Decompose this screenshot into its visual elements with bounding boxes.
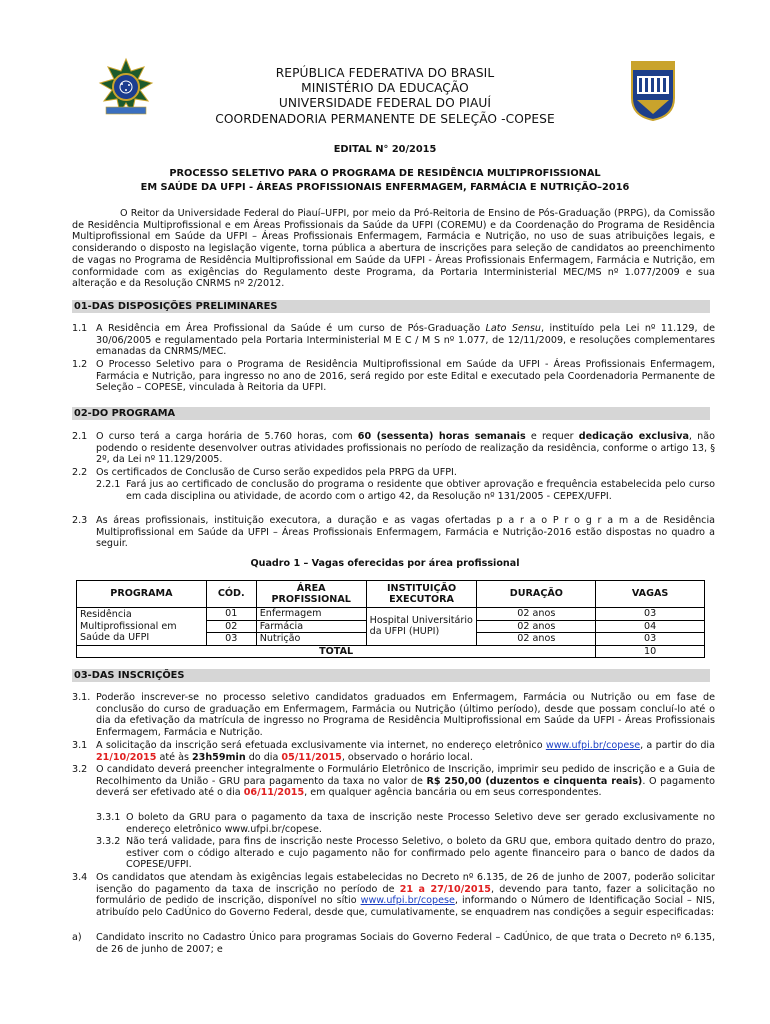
area-cell: Enfermagem bbox=[256, 608, 366, 621]
clause-number: 3.3.2 bbox=[96, 836, 121, 847]
duracao-cell: 02 anos bbox=[477, 620, 596, 633]
clause-number: 1.2 bbox=[72, 359, 88, 370]
clause-number: 2.3 bbox=[72, 515, 88, 526]
clause-text: A Residência em Área Profissional da Saúde é um curso de Pós-Graduação Lato Sensu, instituído pela Lei nº 11.129, de 30/06/2005 e regulamentado pela Portaria Interministerial M E C / M S nº 1.077, de 12/11/2009, e resoluções complementares emanadas da CNRMS/MEC. bbox=[96, 323, 715, 358]
clause-number: 3.1 bbox=[72, 740, 88, 751]
copese-link[interactable]: www.ufpi.br/copese bbox=[360, 895, 455, 907]
clause-text: O curso terá a carga horária de 5.760 horas, com 60 (sessenta) horas semanais e requer dedicação exclusiva, não podendo o residente desenvolver outras atividades profissionais no período de realização da residência, conforme o artigo 13, § 2º, da Lei nº 11.129/2005. bbox=[96, 431, 715, 466]
clause-number: a) bbox=[72, 932, 82, 943]
clause-text: Fará jus ao certificado de conclusão do programa o residente que obtiver aprovação e frequência estabelecida pelo curso em cada disciplina ou atividade, de acordo com o artigo 42, da Resolução nº 131/2005 - CEPEX/UFPI. bbox=[126, 479, 715, 502]
header-line-4: COORDENADORIA PERMANENTE DE SELEÇÃO -COPESE bbox=[215, 111, 555, 126]
total-label: TOTAL bbox=[77, 645, 596, 658]
col-header-instituicao: INSTITUIÇÃO EXECUTORA bbox=[366, 581, 477, 608]
clause-text: O boleto da GRU para o pagamento da taxa de inscrição neste Processo Seletivo deve ser gerado exclusivamente no endereço eletrônico www.ufpi.br/copese. bbox=[126, 812, 715, 835]
vagas-cell: 04 bbox=[596, 620, 705, 633]
brazil-coat-of-arms-icon bbox=[94, 57, 158, 121]
table-caption: Quadro 1 – Vagas oferecidas por área profissional bbox=[250, 558, 520, 569]
vagas-cell: 03 bbox=[596, 633, 705, 646]
duracao-cell: 02 anos bbox=[477, 608, 596, 621]
col-header-cod: CÓD. bbox=[206, 581, 256, 608]
clause-number: 3.1. bbox=[72, 692, 91, 703]
clause-text: Candidato inscrito no Cadastro Único para programas Sociais do Governo Federal – CadÚnico, de que trata o Decreto nº 6.135, de 26 de junho de 2007; e bbox=[96, 932, 715, 955]
clause-text: As áreas profissionais, instituição executora, a duração e as vagas ofertadas p a r a o P r o g r a m a de Residência Multiprofissional em Saúde da UFPI – Áreas Profissionais Enfermagem, Farmácia e Nutrição-2016 estão dispostas no quadro a seguir. bbox=[96, 515, 715, 550]
clause-text: Não terá validade, para fins de inscrição neste Processo Seletivo, o boleto da GRU que, embora quitado dentro do prazo, estiver com o código alterado e cujo pagamento não for confirmado pelo agente financeiro para o banco de dados da COPESE/UFPI. bbox=[126, 836, 715, 871]
table-total-row bbox=[77, 645, 705, 658]
header-line-2: MINISTÉRIO DA EDUCAÇÃO bbox=[301, 81, 469, 96]
ufpi-emblem-icon bbox=[628, 58, 678, 122]
col-header-duracao: DURAÇÃO bbox=[477, 581, 596, 608]
col-header-programa: PROGRAMA bbox=[77, 581, 207, 608]
programa-cell: Residência Multiprofissional em Saúde da UFPI bbox=[77, 608, 207, 646]
col-header-vagas: VAGAS bbox=[596, 581, 705, 608]
title-line-1: PROCESSO SELETIVO PARA O PROGRAMA DE RESIDÊNCIA MULTIPROFISSIONAL bbox=[169, 168, 601, 179]
vacancies-table bbox=[76, 580, 705, 658]
clause-text: Os candidatos que atendam às exigências legais estabelecidas no Decreto nº 6.135, de 26 de junho de 2007, poderão solicitar isenção do pagamento da taxa de inscrição no período de 21 a 27/10/2015, devendo para tanto, fazer a solicitação no formulário de pedido de inscrição, disponível no sítio www.ufpi.br/copese, informando o Número de Identificação Social – NIS, atribuído pelo CadÚnico do Governo Federal, desde que, cumulativamente, se enquadrem nas condições a seguir especificadas: bbox=[96, 872, 715, 919]
clause-text: Poderão inscrever-se no processo seletivo candidatos graduados em Enfermagem, Farmácia ou Nutrição ou em fase de conclusão do curso de graduação em Enfermagem, Farmácia ou Nutrição (último período), desde que possam concluí-lo até o dia da efetivação da matrícula de ingresso no Programa de Residência Multiprofissional em Saúde da UFPI - Áreas Profissionais Enfermagem, Farmácia e Nutrição. bbox=[96, 692, 715, 739]
intro-paragraph: O Reitor da Universidade Federal do Piauí–UFPI, por meio da Pró-Reitoria de Ensino de Pós-Graduação (PRPG), da Comissão de Residência Multiprofissional e em Áreas Profissionais da Saúde da UFPI (COREMU) e da Coordenação do Programa de Residência Multiprofissional em Saúde da UFPI – Áreas Profissionais Enfermagem, Farmácia e Nutrição, no uso de suas atribuições legais, e considerando o disposto na legislação vigente, torna pública a abertura de inscrições para seleção de candidatos ao preenchimento de vagas no Programa de Residência Multiprofissional em Saúde da UFPI - Áreas Profissionais Enfermagem, Farmácia e Nutrição, em conformidade com as exigências do Regulamento deste Programa, da Portaria Interministerial MEC/MS nº 1.077/2009 e sua alteração e da Resolução CNRMS nº 2/2012. bbox=[72, 208, 715, 290]
clause-number: 3.4 bbox=[72, 872, 88, 883]
title-line-2: EM SAÚDE DA UFPI - ÁREAS PROFISSIONAIS ENFERMAGEM, FARMÁCIA E NUTRIÇÃO–2016 bbox=[140, 181, 630, 193]
clause-text: O Processo Seletivo para o Programa de Residência Multiprofissional em Saúde da UFPI - Áreas Profissionais Enfermagem, Farmácia e Nutrição, para ingresso no ano de 2016, será regido por este Edital e executado pela Coordenadoria Permanente de Seleção – COPESE, vinculada à Reitoria da UFPI. bbox=[96, 359, 715, 394]
clause-number: 3.2 bbox=[72, 764, 88, 775]
institution-header bbox=[180, 66, 590, 127]
table-row bbox=[77, 608, 705, 621]
header-line-3: UNIVERSIDADE FEDERAL DO PIAUÍ bbox=[278, 96, 492, 111]
cod-cell: 02 bbox=[206, 620, 256, 633]
table-header-row bbox=[77, 581, 705, 608]
clause-text: A solicitação da inscrição será efetuada exclusivamente via internet, no endereço eletrônico www.ufpi.br/copese, a partir do dia 21/10/2015 até às 23h59min do dia 05/11/2015, observado o horário local. bbox=[96, 740, 715, 763]
section-heading-03: 03-DAS INSCRIÇÕES bbox=[72, 669, 710, 682]
clause-number: 3.3.1 bbox=[96, 812, 121, 823]
section-heading-02: 02-DO PROGRAMA bbox=[72, 407, 710, 420]
duracao-cell: 02 anos bbox=[477, 633, 596, 646]
header-line-1: REPÚBLICA FEDERATIVA DO BRASIL bbox=[275, 66, 495, 80]
cod-cell: 03 bbox=[206, 633, 256, 646]
col-header-area: ÁREA PROFISSIONAL bbox=[256, 581, 366, 608]
clause-number: 2.2.1 bbox=[96, 479, 121, 490]
vagas-cell: 03 bbox=[596, 608, 705, 621]
clause-text: O candidato deverá preencher integralmente o Formulário Eletrônico de Inscrição, imprimir seu pedido de inscrição e a Guia de Recolhimento da União - GRU para pagamento da taxa no valor de R$ 250,00 (duzentos e cinquenta reais). O pagamento deverá ser efetivado até o dia 06/11/2015, em qualquer agência bancária ou em seus correspondentes. bbox=[96, 764, 715, 799]
instituicao-cell: Hospital Universitário da UFPI (HUPI) bbox=[366, 608, 477, 646]
clause-number: 1.1 bbox=[72, 323, 88, 334]
cod-cell: 01 bbox=[206, 608, 256, 621]
area-cell: Farmácia bbox=[256, 620, 366, 633]
section-heading-01: 01-DAS DISPOSIÇÕES PRELIMINARES bbox=[72, 300, 710, 313]
edital-number: EDITAL N° 20/2015 bbox=[333, 144, 437, 155]
total-value: 10 bbox=[596, 645, 705, 658]
copese-link[interactable]: www.ufpi.br/copese bbox=[545, 740, 641, 751]
area-cell: Nutrição bbox=[256, 633, 366, 646]
clause-number: 2.2 bbox=[72, 467, 88, 478]
clause-text: Os certificados de Conclusão de Curso serão expedidos pela PRPG da UFPI. bbox=[96, 467, 457, 478]
clause-number: 2.1 bbox=[72, 431, 88, 442]
document-title bbox=[0, 167, 770, 194]
